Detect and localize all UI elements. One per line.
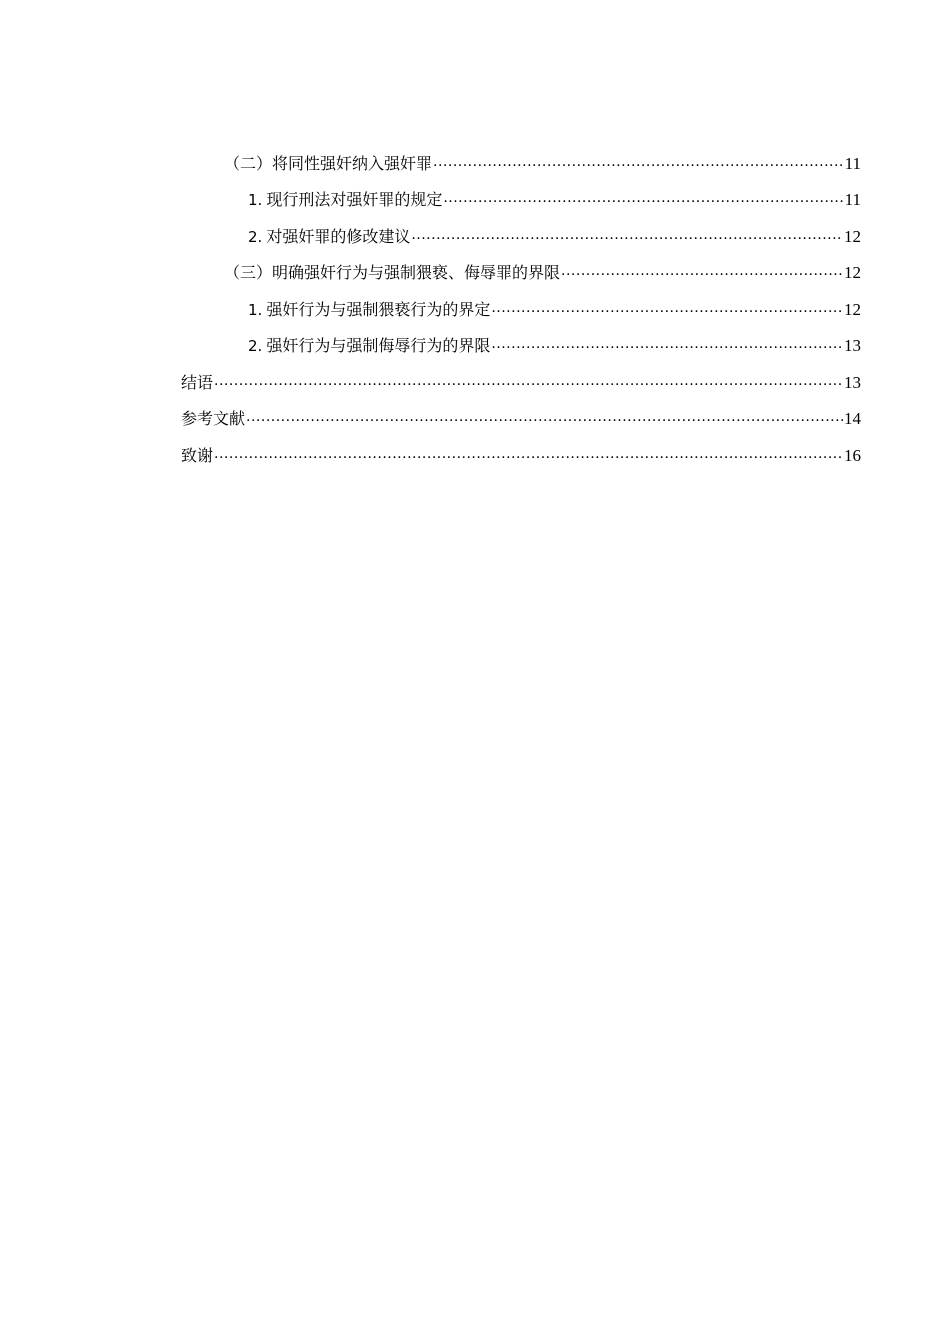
toc-entry[interactable]: [181, 356, 861, 393]
dot-leader: [214, 373, 843, 393]
toc-entry-page: 11: [844, 153, 861, 173]
toc-entry[interactable]: [181, 283, 861, 320]
toc-entry[interactable]: [181, 174, 861, 211]
toc-entry-number: 1.: [248, 300, 263, 319]
toc-entry-page: 12: [844, 299, 861, 319]
toc-entry-title: 强奸行为与强制猥亵行为的界定: [266, 299, 491, 319]
toc-entry-number: 2.: [248, 337, 263, 355]
toc-entry[interactable]: [181, 393, 861, 430]
dot-leader: [491, 300, 843, 320]
toc-entry-page: 12: [844, 263, 861, 282]
dot-leader: [411, 227, 843, 247]
toc-entry[interactable]: [181, 429, 861, 466]
dot-leader: [443, 190, 843, 210]
toc-entry-number: 2.: [248, 227, 263, 246]
toc-entry-page: 11: [844, 190, 861, 209]
toc-entry-title: 强奸行为与强制侮辱行为的界限: [266, 336, 491, 355]
toc-entry-page: 13: [844, 372, 861, 392]
dot-leader: [214, 446, 843, 466]
toc-entry-page: 16: [844, 445, 861, 465]
dot-leader: [561, 263, 843, 283]
toc-entry-page: 14: [844, 409, 861, 428]
toc-entry-page: 12: [844, 226, 861, 246]
toc-entry-title: 现行刑法对强奸罪的规定: [266, 190, 443, 209]
toc-entry[interactable]: [181, 320, 861, 357]
dot-leader: [246, 409, 843, 429]
toc-entry[interactable]: [181, 210, 861, 247]
table-of-contents: [181, 137, 861, 466]
dot-leader: [433, 154, 844, 174]
toc-entry[interactable]: [181, 247, 861, 284]
toc-entry-title: （三）明确强奸行为与强制猥亵、侮辱罪的界限: [224, 263, 561, 282]
toc-entry-title: 结语: [181, 372, 214, 392]
toc-entry-number: 1.: [248, 191, 263, 209]
toc-entry-page: 13: [844, 336, 861, 355]
toc-entry-title: 参考文献: [181, 409, 246, 428]
toc-entry-title: （二）将同性强奸纳入强奸罪: [224, 153, 433, 173]
dot-leader: [491, 336, 843, 356]
toc-entry[interactable]: [181, 137, 861, 174]
toc-entry-title: 对强奸罪的修改建议: [266, 226, 411, 246]
toc-entry-title: 致谢: [181, 445, 214, 465]
